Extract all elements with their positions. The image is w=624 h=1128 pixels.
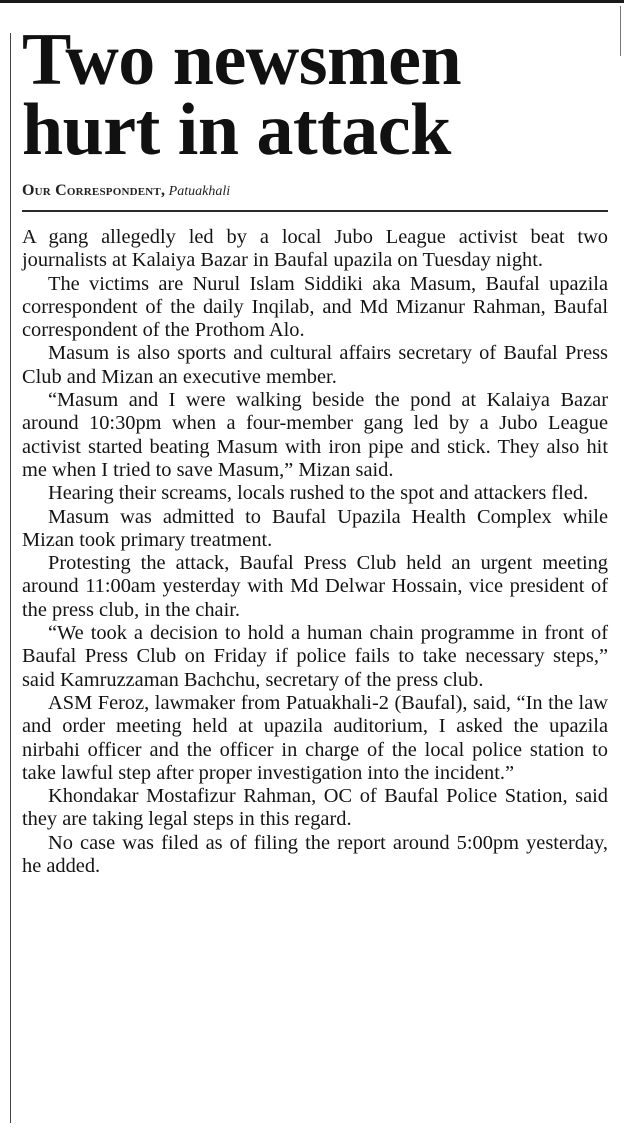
paragraph: Masum is also sports and cultural affairs secretary of Baufal Press Club and Mizan an executive member. <box>22 342 608 388</box>
headline: Two newsmen hurt in attack <box>22 19 462 171</box>
column-rule-left <box>10 33 11 1123</box>
paragraph: Hearing their screams, locals rushed to the spot and attackers fled. <box>48 482 589 505</box>
paragraph: A gang allegedly led by a local Jubo League activist beat two journalists at Kalaiya Bazar in Baufal upazila on Tuesday night. <box>22 226 608 272</box>
paragraph: The victims are Nurul Islam Siddiki aka Masum, Baufal upazila correspondent of the daily Inqilab, and Md Mizanur Rahman, Baufal correspondent of the Prothom Alo. <box>22 272 608 342</box>
paragraph: Khondakar Mostafizur Rahman, OC of Baufal Police Station, said they are taking legal steps in this regard. <box>22 785 608 831</box>
paragraph: ASM Feroz, lawmaker from Patuakhali-2 (Baufal), said, “In the law and order meeting held at upazila auditorium, I asked the upazila nirbahi officer and the officer in charge of the local police station to take lawful step after proper investigation into the incident.” <box>22 691 608 784</box>
paragraph: “Masum and I were walking beside the pond at Kalaiya Bazar around 10:30pm when a four-member gang led by a Jubo League activist started beating Masum with iron pipe and stick. They also hit me when I tried to save Masum,” Mizan said. <box>22 389 608 481</box>
byline <box>22 183 612 200</box>
paragraph: “We took a decision to hold a human chain programme in front of Baufal Press Club on Friday if police fails to take necessary steps,” said Kamruzzaman Bachchu, secretary of the press club. <box>22 622 608 691</box>
article <box>22 19 612 878</box>
byline-author: Our Correspondent, <box>22 182 166 199</box>
byline-place: Patuakhali <box>168 184 231 199</box>
article-body <box>22 226 608 878</box>
column-rule-right <box>620 6 621 56</box>
paragraph: Masum was admitted to Baufal Upazila Health Complex while Mizan took primary treatment. <box>22 505 608 551</box>
paragraph: No case was filed as of filing the report around 5:00pm yesterday, he added. <box>22 831 608 878</box>
byline-rule <box>22 210 608 212</box>
paragraph: Protesting the attack, Baufal Press Club held an urgent meeting around 11:00am yesterday with Md Delwar Hossain, vice president of the press club, in the chair. <box>22 552 608 621</box>
